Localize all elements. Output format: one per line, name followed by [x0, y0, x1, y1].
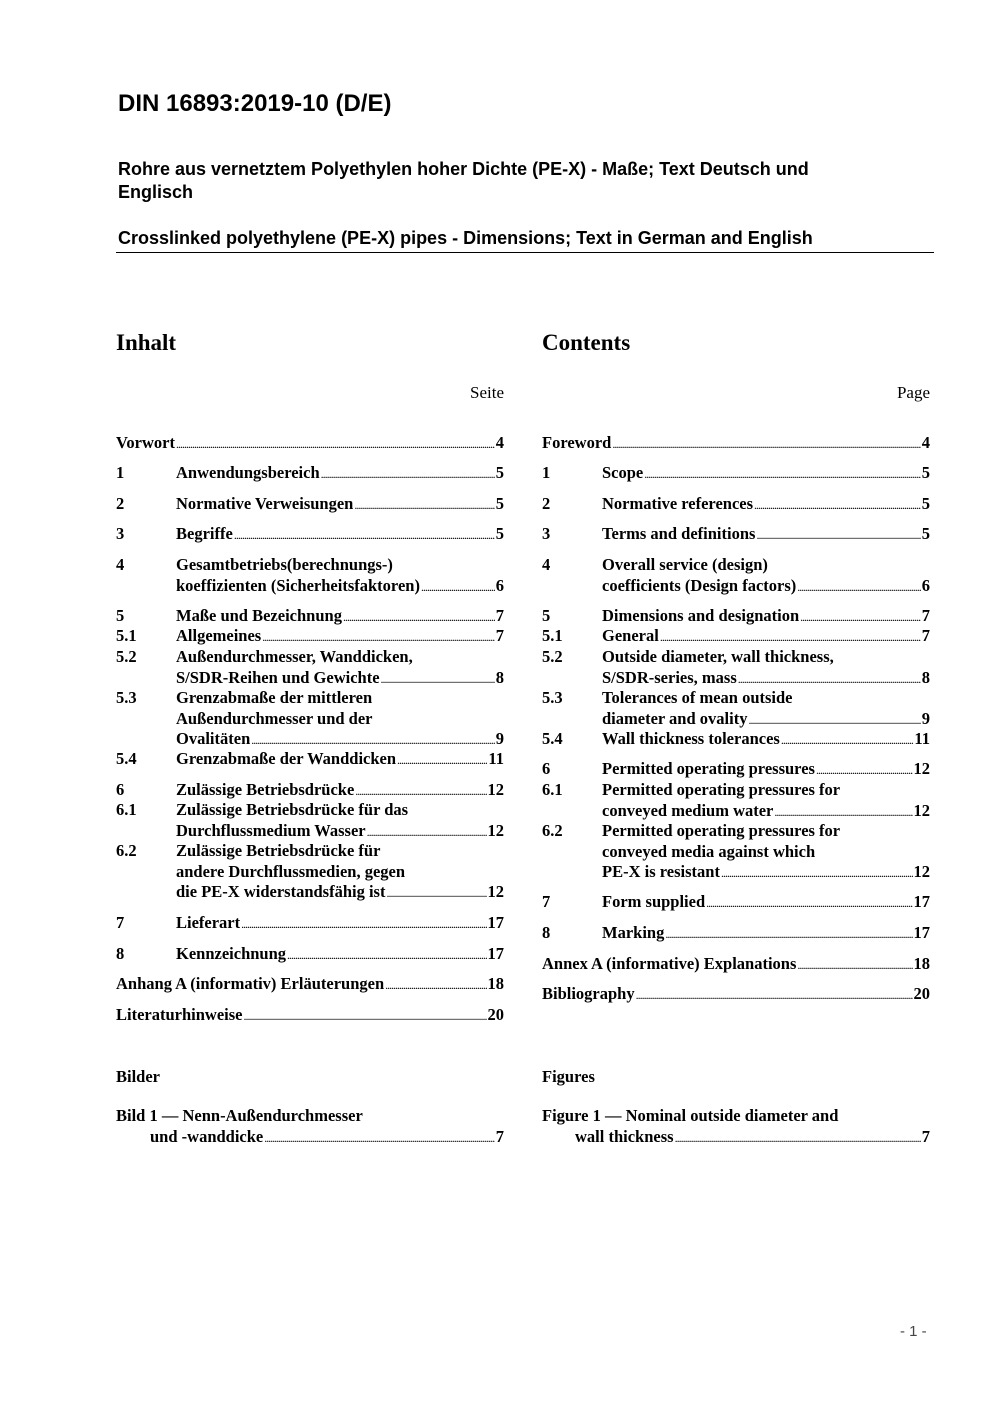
leader-dots	[644, 464, 921, 485]
toc-entry-line	[176, 668, 504, 690]
toc-entry[interactable]	[116, 800, 504, 842]
toc-entry[interactable]	[542, 433, 930, 455]
page-number: - 1 -	[900, 1323, 927, 1340]
toc-entry[interactable]	[542, 759, 930, 781]
toc-entry-page: 20	[487, 1005, 504, 1024]
toc-entry[interactable]	[116, 606, 504, 628]
toc-entry-line	[602, 668, 930, 690]
toc-entry-text: Begriffe	[176, 524, 233, 543]
toc-entry-line	[602, 524, 930, 546]
toc-entry[interactable]	[116, 433, 504, 455]
toc-entry-number: 6	[116, 780, 125, 799]
toc-entry-line	[176, 494, 504, 516]
leader-dots	[421, 577, 495, 598]
leader-dots	[706, 893, 912, 914]
toc-entry-number: 6.1	[116, 800, 137, 819]
toc-entry-page: 5	[921, 524, 930, 543]
leader-dots	[243, 1006, 486, 1027]
toc-entry-page: 20	[913, 984, 930, 1003]
toc-entry-line	[176, 729, 504, 751]
toc-entry-number: 6.2	[542, 821, 563, 840]
leader-dots	[781, 730, 914, 751]
toc-entry-text: Allgemeines	[176, 626, 262, 645]
toc-entry-number: 3	[542, 524, 551, 543]
toc-entry-text: Foreword	[542, 433, 612, 452]
toc-entry[interactable]	[542, 606, 930, 628]
toc-entry-text: coefficients (Design factors)	[602, 575, 797, 595]
toc-entry-text: Form supplied	[602, 892, 706, 911]
toc-entry[interactable]	[542, 626, 930, 648]
toc-entry-line	[602, 801, 930, 823]
toc-entry-page: 18	[487, 974, 504, 993]
toc-entry-line	[176, 780, 504, 802]
toc-entry-line: Zulässige Betriebsdrücke für	[176, 841, 381, 860]
toc-entry[interactable]	[116, 749, 504, 771]
toc-entry-number: 5.2	[116, 647, 137, 666]
leader-dots	[234, 525, 495, 546]
toc-entry-line	[602, 759, 930, 781]
toc-entry-page: 4	[921, 433, 930, 452]
toc-entry-text: S/SDR-Reihen und Gewichte	[176, 667, 380, 687]
toc-entry-text: Kennzeichnung	[176, 944, 287, 963]
toc-entry-line	[176, 913, 504, 935]
toc-entry[interactable]	[542, 688, 930, 730]
toc-entry-line	[602, 862, 930, 884]
title-rule	[116, 252, 934, 253]
toc-entry-line: conveyed media against which	[602, 841, 816, 861]
leader-dots	[675, 1128, 921, 1149]
toc-entry-number: 1	[542, 463, 551, 482]
toc-entry-line	[602, 576, 930, 598]
toc-entry-text: conveyed medium water	[602, 800, 774, 820]
leader-dots	[748, 710, 920, 731]
toc-entry-page: 9	[921, 708, 930, 728]
toc-entry-line	[176, 821, 504, 843]
leader-dots	[754, 495, 921, 516]
toc-entry-page: 7	[921, 626, 930, 645]
toc-entry-page: 11	[488, 749, 504, 768]
toc-entry-line: Außendurchmesser und der	[176, 708, 373, 728]
toc-entry-line: andere Durchflussmedien, gegen	[176, 861, 406, 881]
toc-entry[interactable]	[542, 821, 930, 884]
figure-entry-text: wall thickness	[575, 1126, 674, 1146]
toc-entry-number: 5.3	[116, 688, 137, 707]
figure-entry-page: 7	[921, 1126, 930, 1146]
toc-entry-number: 6.2	[116, 841, 137, 860]
toc-entry[interactable]	[116, 1005, 504, 1027]
toc-entry-number: 5	[542, 606, 551, 625]
toc-entry[interactable]	[542, 647, 930, 689]
toc-entry-line	[176, 524, 504, 546]
toc-entry-line	[116, 1005, 504, 1027]
leader-dots	[385, 975, 486, 996]
toc-entry-line	[176, 944, 504, 966]
toc-entry-number: 5.1	[116, 626, 137, 645]
toc-entry-line	[176, 463, 504, 485]
toc-entry-line	[176, 749, 504, 771]
toc-entry-text: Grenzabmaße der Wanddicken	[176, 749, 397, 768]
toc-entry[interactable]	[542, 524, 930, 546]
leader-dots	[800, 607, 921, 628]
toc-entry-line	[176, 626, 504, 648]
toc-entry-number: 5.4	[116, 749, 137, 768]
toc-entry-page: 4	[495, 433, 504, 452]
title-english: Crosslinked polyethylene (PE-X) pipes - Dimensions; Text in German and English	[118, 228, 813, 248]
toc-entry[interactable]	[116, 974, 504, 996]
leader-dots	[251, 730, 495, 751]
toc-entry-page: 17	[913, 923, 930, 942]
toc-entry-page: 9	[495, 729, 504, 748]
toc-entry-line	[602, 494, 930, 516]
figure-entry[interactable]	[116, 1106, 504, 1148]
toc-entry-number: 8	[116, 944, 125, 963]
toc-entry-number: 5.4	[542, 729, 563, 748]
toc-entry-text: koeffizienten (Sicherheitsfaktoren)	[176, 575, 420, 595]
leader-dots	[797, 955, 912, 976]
figure-entry[interactable]	[542, 1106, 930, 1148]
toc-entry[interactable]	[542, 494, 930, 516]
toc-entry-text: Normative references	[602, 494, 754, 513]
figures-heading-en: Figures	[542, 1067, 595, 1086]
toc-entry[interactable]	[116, 841, 504, 904]
toc-entry-number: 6	[542, 759, 551, 778]
toc-entry-number: 4	[116, 555, 125, 574]
toc-entry-line	[602, 463, 930, 485]
toc-entry-line	[116, 433, 504, 455]
leader-dots	[665, 924, 912, 945]
leader-dots	[660, 627, 921, 648]
toc-entry-text: Marking	[602, 923, 665, 942]
toc-entry-text: Terms and definitions	[602, 524, 756, 543]
toc-entry[interactable]	[542, 463, 930, 485]
toc-entry-line	[602, 626, 930, 648]
toc-entry-text: Bibliography	[542, 984, 635, 1003]
toc-entry-page: 12	[487, 820, 504, 840]
toc-entry-number: 5.1	[542, 626, 563, 645]
toc-entry-page: 5	[495, 524, 504, 543]
toc-entry-line: Permitted operating pressures for	[602, 780, 841, 799]
toc-entry-number: 2	[542, 494, 551, 513]
toc-entry-text: Zulässige Betriebsdrücke	[176, 780, 355, 799]
leader-dots	[397, 750, 487, 771]
toc-entry-line: Außendurchmesser, Wanddicken,	[176, 647, 413, 666]
toc-entry-page: 7	[495, 626, 504, 645]
toc-entry-text: diameter and ovality	[602, 708, 748, 728]
toc-entry-text: Literaturhinweise	[116, 1005, 243, 1024]
toc-entry-line	[542, 954, 930, 976]
toc-entry-text: Annex A (informative) Explanations	[542, 954, 797, 973]
toc-entry-number: 4	[542, 555, 551, 574]
toc-entry-page: 5	[921, 494, 930, 513]
toc-entry-line	[176, 882, 504, 904]
leader-dots	[636, 985, 913, 1006]
leader-dots	[355, 781, 486, 802]
title-german-line: Rohre aus vernetztem Polyethylen hoher Dichte (PE-X) - Maße; Text Deutsch und	[118, 159, 809, 179]
page-label-en: Page	[896, 383, 930, 402]
toc-entry-line	[176, 606, 504, 628]
toc-entry-text: Permitted operating pressures	[602, 759, 815, 778]
toc-entry-line	[542, 433, 930, 455]
toc-entry-line: Grenzabmaße der mittleren	[176, 688, 373, 707]
toc-entry-text: Vorwort	[116, 433, 175, 452]
toc-entry-number: 1	[116, 463, 125, 482]
leader-dots	[343, 607, 495, 628]
toc-entry-page: 12	[487, 882, 504, 901]
toc-entry-line	[116, 974, 504, 996]
toc-entry[interactable]	[116, 688, 504, 751]
toc-entry-line: Outside diameter, wall thickness,	[602, 647, 834, 666]
toc-entry-number: 5.3	[542, 688, 563, 707]
toc-entry-number: 7	[116, 913, 125, 932]
toc-entry-text: Lieferart	[176, 913, 241, 932]
toc-entry[interactable]	[542, 984, 930, 1006]
toc-entry-page: 12	[913, 800, 930, 820]
toc-entry-line	[602, 729, 930, 751]
toc-entry[interactable]	[542, 780, 930, 822]
toc-entry[interactable]	[542, 954, 930, 976]
toc-entry-line: Overall service (design)	[602, 555, 768, 574]
toc-entry-text: Wall thickness tolerances	[602, 729, 780, 748]
toc-entry-line	[602, 923, 930, 945]
leader-dots	[386, 883, 486, 904]
toc-heading-en: Contents	[542, 330, 631, 355]
title-german-line: Englisch	[118, 182, 194, 202]
toc-entry-page: 7	[495, 606, 504, 625]
toc-entry[interactable]	[116, 944, 504, 966]
toc-entry-text: Scope	[602, 463, 644, 482]
toc-entry[interactable]	[542, 555, 930, 597]
toc-entry-page: 18	[913, 954, 930, 973]
toc-entry-number: 8	[542, 923, 551, 942]
figure-entry-line	[150, 1127, 504, 1149]
toc-entry-number: 2	[116, 494, 125, 513]
toc-entry-text: Anhang A (informativ) Erläuterungen	[116, 974, 385, 993]
toc-entry[interactable]	[116, 524, 504, 546]
toc-entry-text: Durchflussmedium Wasser	[176, 820, 366, 840]
leader-dots	[287, 945, 486, 966]
toc-entry-number: 7	[542, 892, 551, 911]
toc-entry-page: 6	[495, 575, 504, 595]
leader-dots	[321, 464, 495, 485]
toc-entry-line	[176, 576, 504, 598]
toc-heading-de: Inhalt	[116, 330, 177, 355]
toc-entry[interactable]	[542, 923, 930, 945]
leader-dots	[816, 760, 913, 781]
toc-entry-number: 6.1	[542, 780, 563, 799]
toc-entry-text: PE-X is resistant	[602, 862, 720, 881]
toc-entry[interactable]	[116, 647, 504, 689]
leader-dots	[176, 434, 495, 455]
leader-dots	[354, 495, 494, 516]
toc-entry-page: 5	[921, 463, 930, 482]
toc-entry-text: Dimensions and designation	[602, 606, 800, 625]
toc-entry-page: 12	[487, 780, 504, 799]
toc-entry-line: Tolerances of mean outside	[602, 688, 793, 707]
toc-entry-page: 8	[921, 667, 930, 687]
toc-entry-page: 12	[913, 759, 930, 778]
toc-entry-line: Zulässige Betriebsdrücke für das	[176, 800, 409, 819]
toc-entry-text: Maße und Bezeichnung	[176, 606, 342, 625]
toc-entry-line	[602, 709, 930, 731]
toc-entry-line: Permitted operating pressures for	[602, 821, 841, 840]
figure-entry-text: und -wanddicke	[150, 1126, 264, 1146]
toc-entry-page: 11	[914, 729, 930, 748]
figure-entry-line: Figure 1 — Nominal outside diameter and	[542, 1106, 839, 1125]
toc-entry-line	[542, 984, 930, 1006]
leader-dots	[262, 627, 495, 648]
leader-dots	[381, 669, 495, 690]
toc-entry[interactable]	[116, 626, 504, 648]
toc-entry-text: Anwendungsbereich	[176, 463, 320, 482]
figure-entry-line: Bild 1 — Nenn-Außendurchmesser	[116, 1106, 363, 1125]
toc-entry-line	[602, 892, 930, 914]
figure-entry-line	[575, 1127, 930, 1149]
toc-entry-page: 7	[921, 606, 930, 625]
toc-entry-line	[602, 606, 930, 628]
leader-dots	[612, 434, 920, 455]
page-label-de: Seite	[470, 383, 504, 402]
toc-entry-page: 12	[913, 862, 930, 881]
leader-dots	[264, 1128, 494, 1149]
toc-entry[interactable]	[116, 913, 504, 935]
figure-entry-page: 7	[495, 1126, 504, 1146]
toc-entry-page: 5	[495, 494, 504, 513]
toc-entry-number: 3	[116, 524, 125, 543]
toc-entry-page: 6	[921, 575, 930, 595]
toc-entry-page: 8	[495, 667, 504, 687]
toc-entry-text: die PE-X widerstandsfähig ist	[176, 882, 386, 901]
toc-entry-number: 5.2	[542, 647, 563, 666]
toc-entry-number: 5	[116, 606, 125, 625]
leader-dots	[756, 525, 920, 546]
toc-entry-page: 17	[487, 944, 504, 963]
toc-entry-text: Ovalitäten	[176, 729, 251, 748]
leader-dots	[367, 822, 487, 843]
toc-entry-text: S/SDR-series, mass	[602, 667, 737, 687]
toc-entry[interactable]	[116, 494, 504, 516]
leader-dots	[797, 577, 920, 598]
toc-entry-text: Normative Verweisungen	[176, 494, 354, 513]
toc-entry-line: Gesamtbetriebs(berechnungs-)	[176, 555, 393, 574]
toc-entry-page: 17	[487, 913, 504, 932]
toc-entry[interactable]	[542, 892, 930, 914]
title-german	[118, 158, 809, 204]
figures-heading-de: Bilder	[116, 1067, 160, 1086]
toc-entry[interactable]	[116, 780, 504, 802]
leader-dots	[241, 914, 486, 935]
toc-entry-page: 17	[913, 892, 930, 911]
toc-entry[interactable]	[116, 555, 504, 597]
toc-entry-text: General	[602, 626, 659, 645]
document-title: DIN 16893:2019-10 (D/E)	[118, 90, 392, 117]
leader-dots	[721, 863, 913, 884]
toc-entry[interactable]	[542, 729, 930, 751]
leader-dots	[738, 669, 921, 690]
leader-dots	[774, 802, 912, 823]
toc-entry[interactable]	[116, 463, 504, 485]
toc-entry-page: 5	[495, 463, 504, 482]
